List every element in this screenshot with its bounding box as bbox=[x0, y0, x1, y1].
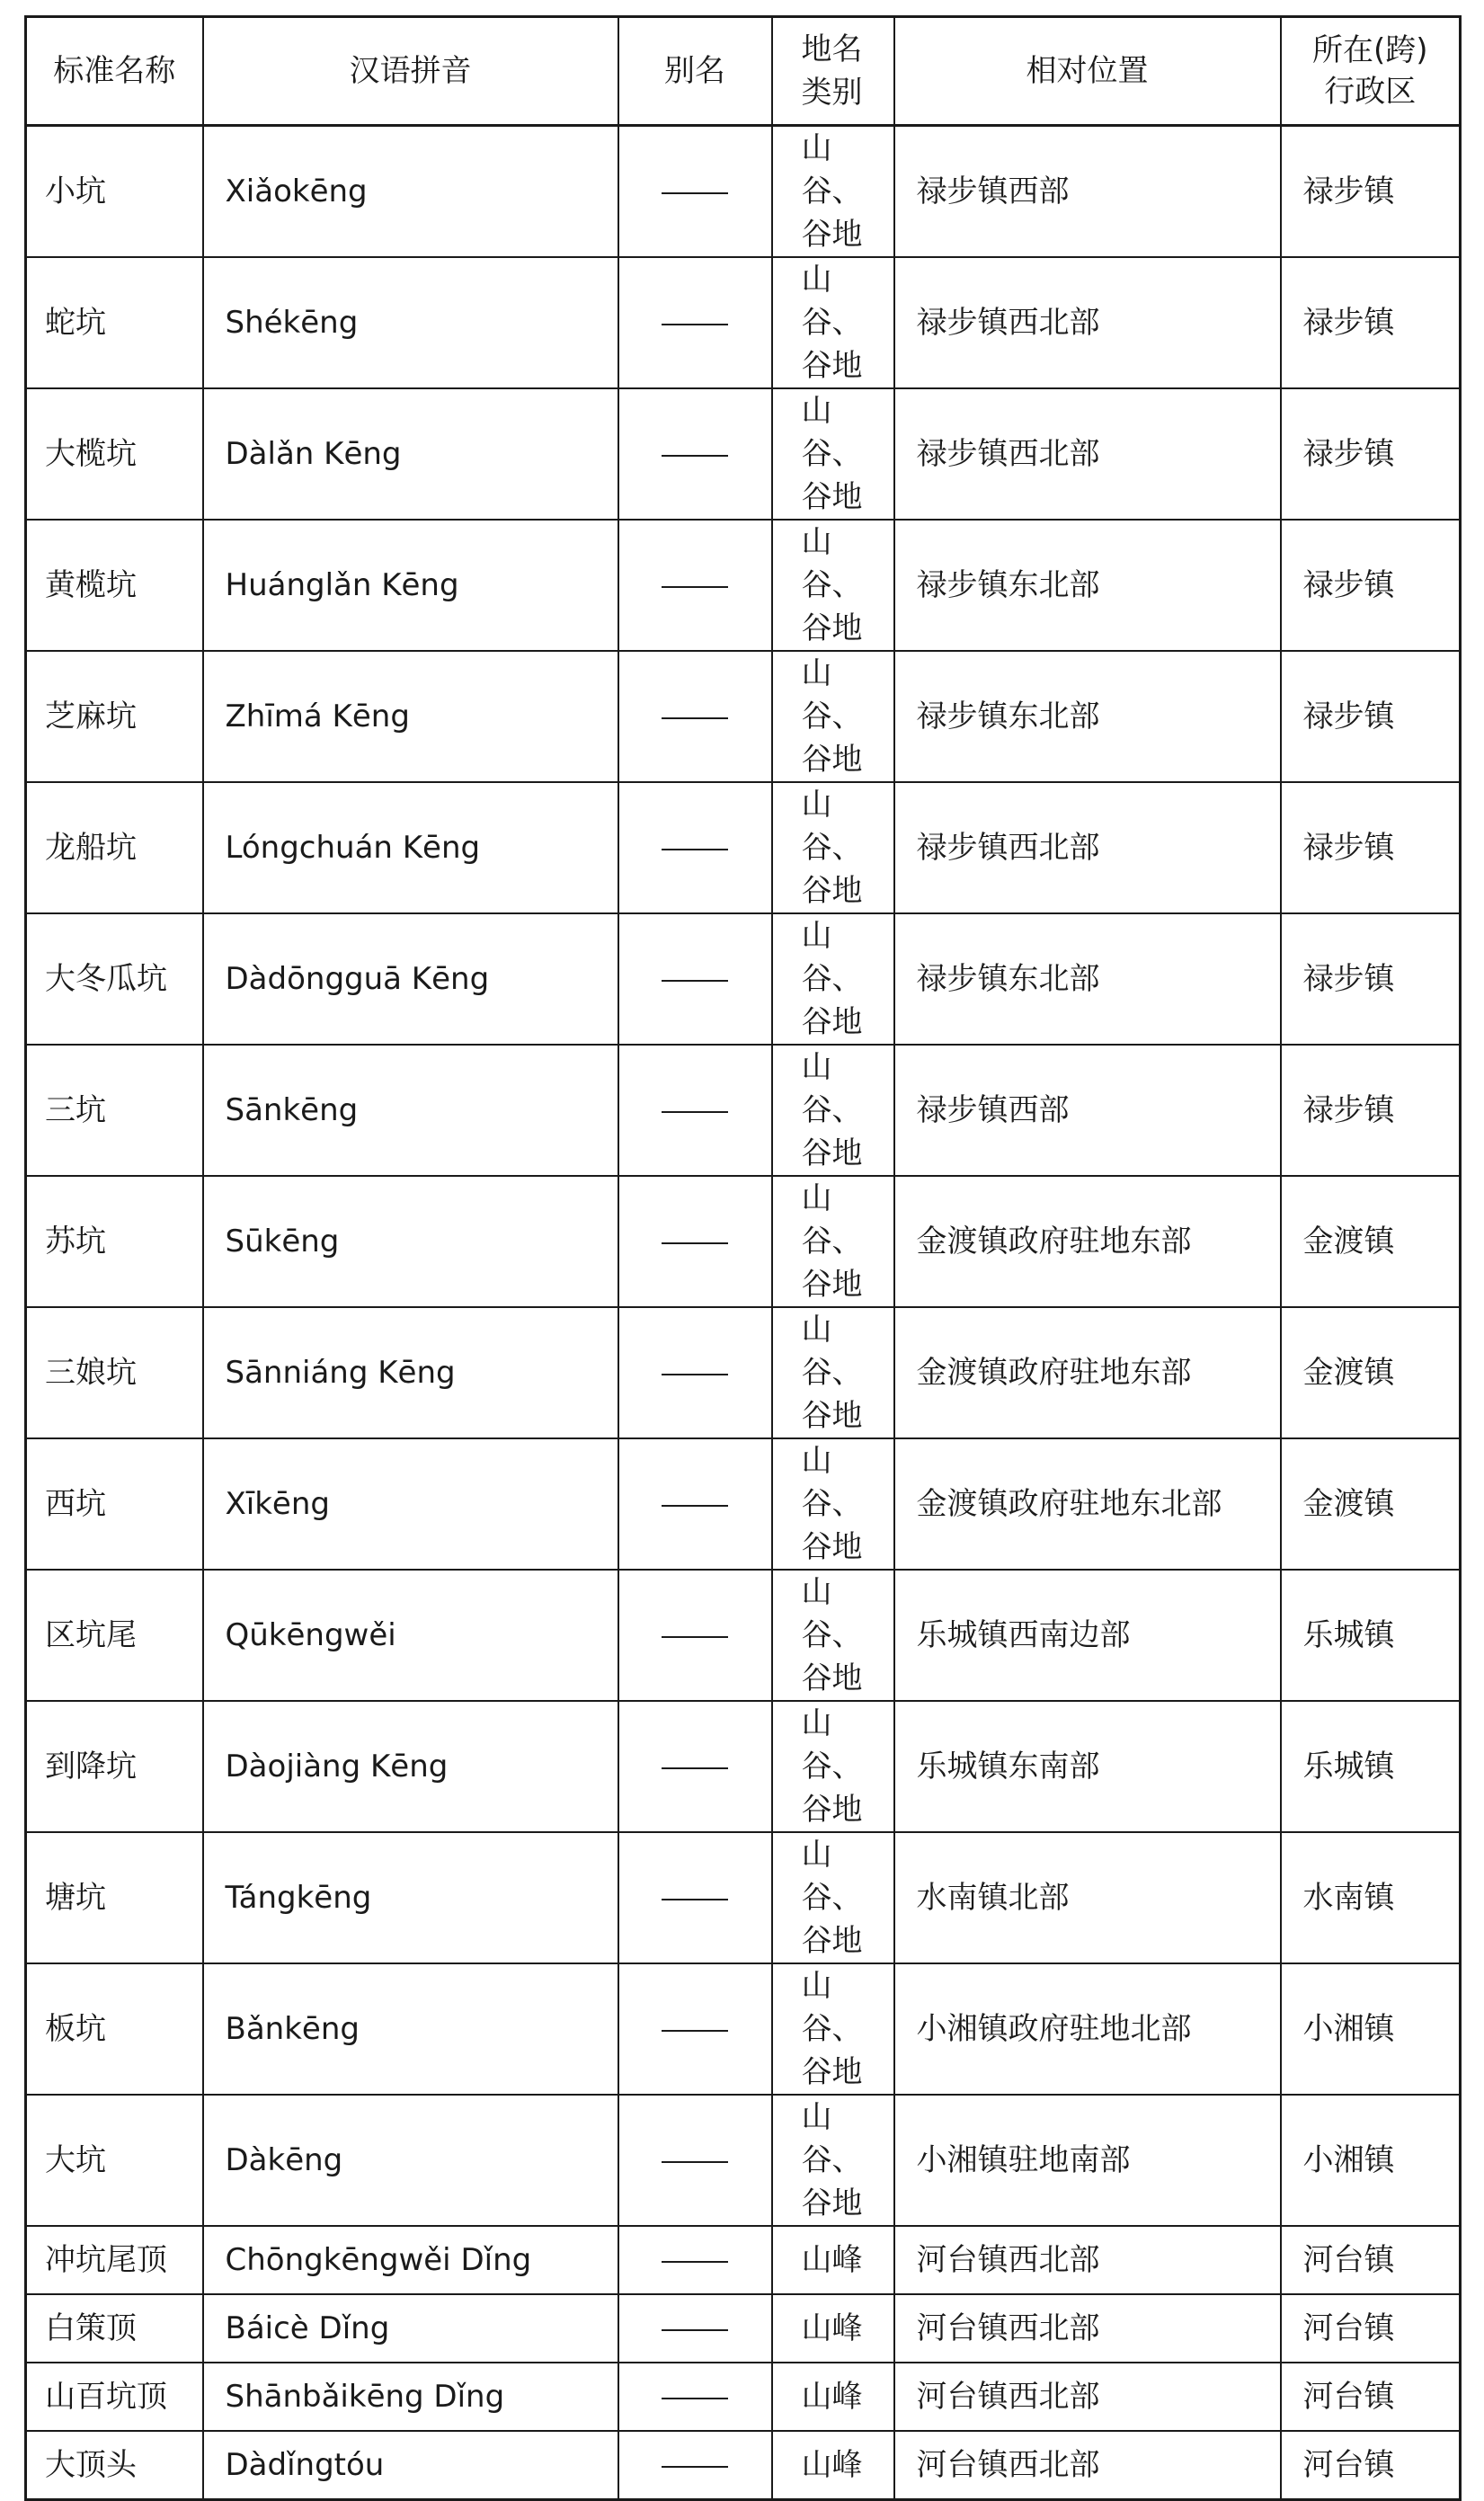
cell-relative-position: 禄步镇西部 bbox=[894, 126, 1281, 258]
cell-type bbox=[772, 1832, 894, 1963]
cell-type-text: 山谷、谷地 bbox=[801, 1574, 863, 1696]
cell-alias bbox=[618, 1963, 772, 2095]
cell-admin-region: 禄步镇 bbox=[1281, 388, 1461, 520]
cell-admin-region: 河台镇 bbox=[1281, 2431, 1461, 2500]
cell-pinyin: Xiǎokēng bbox=[203, 126, 618, 258]
cell-admin-region: 小湘镇 bbox=[1281, 2095, 1461, 2226]
alias-dash bbox=[662, 192, 728, 194]
cell-alias bbox=[618, 913, 772, 1045]
alias-dash bbox=[662, 1111, 728, 1113]
cell-alias bbox=[618, 2095, 772, 2226]
cell-type bbox=[772, 2294, 894, 2363]
cell-type-text: 山谷、谷地 bbox=[801, 1968, 863, 2090]
cell-type-text: 山谷、谷地 bbox=[801, 130, 863, 253]
cell-admin-region: 河台镇 bbox=[1281, 2226, 1461, 2294]
alias-dash bbox=[662, 2161, 728, 2163]
alias-dash bbox=[662, 2261, 728, 2263]
cell-relative-position: 金渡镇政府驻地东部 bbox=[894, 1176, 1281, 1307]
cell-type bbox=[772, 1701, 894, 1832]
cell-relative-position: 禄步镇西北部 bbox=[894, 257, 1281, 388]
alias-dash bbox=[662, 1374, 728, 1375]
alias-dash bbox=[662, 2466, 728, 2468]
cell-relative-position: 金渡镇政府驻地东部 bbox=[894, 1307, 1281, 1438]
place-name-table bbox=[24, 15, 1462, 2501]
cell-admin-region: 禄步镇 bbox=[1281, 126, 1461, 258]
cell-type-text: 山谷、谷地 bbox=[801, 655, 863, 778]
table-row bbox=[26, 126, 1461, 258]
cell-standard-name: 三坑 bbox=[26, 1045, 203, 1176]
alias-dash bbox=[662, 586, 728, 588]
table-row bbox=[26, 1438, 1461, 1570]
cell-type bbox=[772, 1045, 894, 1176]
cell-type-text: 山谷、谷地 bbox=[801, 1312, 863, 1434]
cell-alias bbox=[618, 1307, 772, 1438]
cell-pinyin: Báicè Dǐng bbox=[203, 2294, 618, 2363]
table-row bbox=[26, 913, 1461, 1045]
alias-dash bbox=[662, 1899, 728, 1900]
cell-alias bbox=[618, 2363, 772, 2431]
cell-type-text: 山谷、谷地 bbox=[801, 918, 863, 1040]
cell-relative-position: 禄步镇西部 bbox=[894, 1045, 1281, 1176]
cell-standard-name: 大坑 bbox=[26, 2095, 203, 2226]
cell-admin-region: 河台镇 bbox=[1281, 2363, 1461, 2431]
cell-standard-name: 冲坑尾顶 bbox=[26, 2226, 203, 2294]
table-row bbox=[26, 782, 1461, 913]
cell-pinyin: Lóngchuán Kēng bbox=[203, 782, 618, 913]
cell-alias bbox=[618, 2294, 772, 2363]
cell-pinyin: Qūkēngwěi bbox=[203, 1570, 618, 1701]
cell-admin-region: 金渡镇 bbox=[1281, 1176, 1461, 1307]
alias-dash bbox=[662, 2398, 728, 2399]
alias-dash bbox=[662, 849, 728, 850]
cell-type bbox=[772, 1963, 894, 2095]
cell-pinyin: Dàkēng bbox=[203, 2095, 618, 2226]
alias-dash bbox=[662, 1636, 728, 1638]
cell-pinyin: Sūkēng bbox=[203, 1176, 618, 1307]
alias-dash bbox=[662, 324, 728, 325]
cell-type-text: 山谷、谷地 bbox=[801, 524, 863, 646]
cell-relative-position: 乐城镇东南部 bbox=[894, 1701, 1281, 1832]
alias-dash bbox=[662, 1767, 728, 1769]
cell-relative-position: 禄步镇西北部 bbox=[894, 388, 1281, 520]
cell-type-text: 山峰 bbox=[801, 2447, 863, 2483]
cell-pinyin: Xīkēng bbox=[203, 1438, 618, 1570]
cell-type bbox=[772, 1438, 894, 1570]
cell-pinyin: Huánglǎn Kēng bbox=[203, 520, 618, 651]
table-row bbox=[26, 2294, 1461, 2363]
cell-standard-name: 黄榄坑 bbox=[26, 520, 203, 651]
cell-admin-region: 禄步镇 bbox=[1281, 1045, 1461, 1176]
cell-type bbox=[772, 2095, 894, 2226]
cell-alias bbox=[618, 651, 772, 782]
cell-relative-position: 乐城镇西南边部 bbox=[894, 1570, 1281, 1701]
table-body bbox=[26, 126, 1461, 2500]
table-row bbox=[26, 1176, 1461, 1307]
cell-admin-region: 乐城镇 bbox=[1281, 1701, 1461, 1832]
cell-type-text: 山谷、谷地 bbox=[801, 262, 863, 384]
cell-type-text: 山谷、谷地 bbox=[801, 787, 863, 909]
cell-type bbox=[772, 388, 894, 520]
cell-standard-name: 小坑 bbox=[26, 126, 203, 258]
cell-admin-region: 河台镇 bbox=[1281, 2294, 1461, 2363]
header-admin-region bbox=[1281, 17, 1461, 126]
table-row bbox=[26, 520, 1461, 651]
cell-type bbox=[772, 126, 894, 258]
cell-type bbox=[772, 913, 894, 1045]
cell-standard-name: 板坑 bbox=[26, 1963, 203, 2095]
alias-dash bbox=[662, 980, 728, 982]
cell-standard-name: 蛇坑 bbox=[26, 257, 203, 388]
cell-admin-region: 乐城镇 bbox=[1281, 1570, 1461, 1701]
cell-type bbox=[772, 2226, 894, 2294]
cell-type bbox=[772, 1176, 894, 1307]
cell-type-text: 山峰 bbox=[801, 2242, 863, 2278]
cell-pinyin: Zhīmá Kēng bbox=[203, 651, 618, 782]
table-row bbox=[26, 1307, 1461, 1438]
cell-type-text: 山谷、谷地 bbox=[801, 1049, 863, 1171]
cell-standard-name: 山百坑顶 bbox=[26, 2363, 203, 2431]
alias-dash bbox=[662, 2030, 728, 2032]
cell-type bbox=[772, 257, 894, 388]
cell-type bbox=[772, 520, 894, 651]
cell-type bbox=[772, 2431, 894, 2500]
alias-dash bbox=[662, 2329, 728, 2331]
alias-dash bbox=[662, 455, 728, 457]
cell-type-text: 山谷、谷地 bbox=[801, 1443, 863, 1565]
cell-pinyin: Dàlǎn Kēng bbox=[203, 388, 618, 520]
cell-type-text: 山峰 bbox=[801, 2379, 863, 2415]
cell-relative-position: 小湘镇驻地南部 bbox=[894, 2095, 1281, 2226]
cell-relative-position: 水南镇北部 bbox=[894, 1832, 1281, 1963]
cell-type-text: 山峰 bbox=[801, 2310, 863, 2346]
cell-standard-name: 苏坑 bbox=[26, 1176, 203, 1307]
cell-admin-region: 禄步镇 bbox=[1281, 520, 1461, 651]
cell-pinyin: Dàojiàng Kēng bbox=[203, 1701, 618, 1832]
cell-standard-name: 芝麻坑 bbox=[26, 651, 203, 782]
cell-relative-position: 河台镇西北部 bbox=[894, 2294, 1281, 2363]
table-row bbox=[26, 2226, 1461, 2294]
cell-alias bbox=[618, 1701, 772, 1832]
cell-alias bbox=[618, 1176, 772, 1307]
table-row bbox=[26, 257, 1461, 388]
cell-admin-region: 禄步镇 bbox=[1281, 782, 1461, 913]
alias-dash bbox=[662, 1242, 728, 1244]
cell-pinyin: Sānkēng bbox=[203, 1045, 618, 1176]
cell-pinyin: Sānniáng Kēng bbox=[203, 1307, 618, 1438]
cell-relative-position: 金渡镇政府驻地东北部 bbox=[894, 1438, 1281, 1570]
header-pinyin: 汉语拼音 bbox=[203, 17, 618, 126]
cell-relative-position: 禄步镇东北部 bbox=[894, 913, 1281, 1045]
table-row bbox=[26, 2431, 1461, 2500]
cell-standard-name: 大榄坑 bbox=[26, 388, 203, 520]
cell-relative-position: 河台镇西北部 bbox=[894, 2431, 1281, 2500]
cell-alias bbox=[618, 1570, 772, 1701]
table-row bbox=[26, 1045, 1461, 1176]
cell-pinyin: Chōngkēngwěi Dǐng bbox=[203, 2226, 618, 2294]
cell-relative-position: 河台镇西北部 bbox=[894, 2363, 1281, 2431]
cell-alias bbox=[618, 1438, 772, 1570]
alias-dash bbox=[662, 717, 728, 719]
header-row bbox=[26, 17, 1461, 126]
cell-pinyin: Dàdǐngtóu bbox=[203, 2431, 618, 2500]
cell-standard-name: 到降坑 bbox=[26, 1701, 203, 1832]
cell-standard-name: 区坑尾 bbox=[26, 1570, 203, 1701]
cell-pinyin: Shékēng bbox=[203, 257, 618, 388]
table-row bbox=[26, 1701, 1461, 1832]
table-row bbox=[26, 2363, 1461, 2431]
cell-admin-region: 小湘镇 bbox=[1281, 1963, 1461, 2095]
cell-type-text: 山谷、谷地 bbox=[801, 1837, 863, 1959]
cell-type bbox=[772, 1570, 894, 1701]
cell-alias bbox=[618, 1045, 772, 1176]
cell-standard-name: 大冬瓜坑 bbox=[26, 913, 203, 1045]
header-type-text: 地名类别 bbox=[801, 31, 863, 111]
cell-alias bbox=[618, 1832, 772, 1963]
cell-relative-position: 小湘镇政府驻地北部 bbox=[894, 1963, 1281, 2095]
cell-type bbox=[772, 2363, 894, 2431]
header-standard-name: 标准名称 bbox=[26, 17, 203, 126]
cell-standard-name: 大顶头 bbox=[26, 2431, 203, 2500]
cell-admin-region: 水南镇 bbox=[1281, 1832, 1461, 1963]
cell-type bbox=[772, 651, 894, 782]
table-row bbox=[26, 1963, 1461, 2095]
table-row bbox=[26, 1832, 1461, 1963]
cell-pinyin: Bǎnkēng bbox=[203, 1963, 618, 2095]
cell-admin-region: 禄步镇 bbox=[1281, 651, 1461, 782]
cell-standard-name: 白策顶 bbox=[26, 2294, 203, 2363]
cell-alias bbox=[618, 2226, 772, 2294]
cell-alias bbox=[618, 782, 772, 913]
table-row bbox=[26, 388, 1461, 520]
table-row bbox=[26, 1570, 1461, 1701]
cell-alias bbox=[618, 257, 772, 388]
cell-relative-position: 河台镇西北部 bbox=[894, 2226, 1281, 2294]
cell-alias bbox=[618, 388, 772, 520]
cell-type-text: 山谷、谷地 bbox=[801, 1705, 863, 1828]
cell-pinyin: Tángkēng bbox=[203, 1832, 618, 1963]
cell-admin-region: 禄步镇 bbox=[1281, 913, 1461, 1045]
cell-admin-region: 金渡镇 bbox=[1281, 1307, 1461, 1438]
cell-admin-region: 金渡镇 bbox=[1281, 1438, 1461, 1570]
cell-standard-name: 三娘坑 bbox=[26, 1307, 203, 1438]
cell-type-text: 山谷、谷地 bbox=[801, 393, 863, 515]
cell-standard-name: 西坑 bbox=[26, 1438, 203, 1570]
cell-type bbox=[772, 1307, 894, 1438]
table-row bbox=[26, 651, 1461, 782]
header-type bbox=[772, 17, 894, 126]
cell-admin-region: 禄步镇 bbox=[1281, 257, 1461, 388]
cell-alias bbox=[618, 520, 772, 651]
cell-type-text: 山谷、谷地 bbox=[801, 2099, 863, 2221]
header-admin-text: 所在(跨)行政区 bbox=[1311, 32, 1428, 110]
header-alias: 别名 bbox=[618, 17, 772, 126]
cell-relative-position: 禄步镇西北部 bbox=[894, 782, 1281, 913]
cell-standard-name: 塘坑 bbox=[26, 1832, 203, 1963]
cell-alias bbox=[618, 126, 772, 258]
cell-standard-name: 龙船坑 bbox=[26, 782, 203, 913]
cell-pinyin: Shānbǎikēng Dǐng bbox=[203, 2363, 618, 2431]
cell-relative-position: 禄步镇东北部 bbox=[894, 651, 1281, 782]
alias-dash bbox=[662, 1505, 728, 1507]
header-relative-position: 相对位置 bbox=[894, 17, 1281, 126]
cell-relative-position: 禄步镇东北部 bbox=[894, 520, 1281, 651]
cell-type-text: 山谷、谷地 bbox=[801, 1180, 863, 1303]
table-row bbox=[26, 2095, 1461, 2226]
cell-alias bbox=[618, 2431, 772, 2500]
cell-type bbox=[772, 782, 894, 913]
cell-pinyin: Dàdōngguā Kēng bbox=[203, 913, 618, 1045]
